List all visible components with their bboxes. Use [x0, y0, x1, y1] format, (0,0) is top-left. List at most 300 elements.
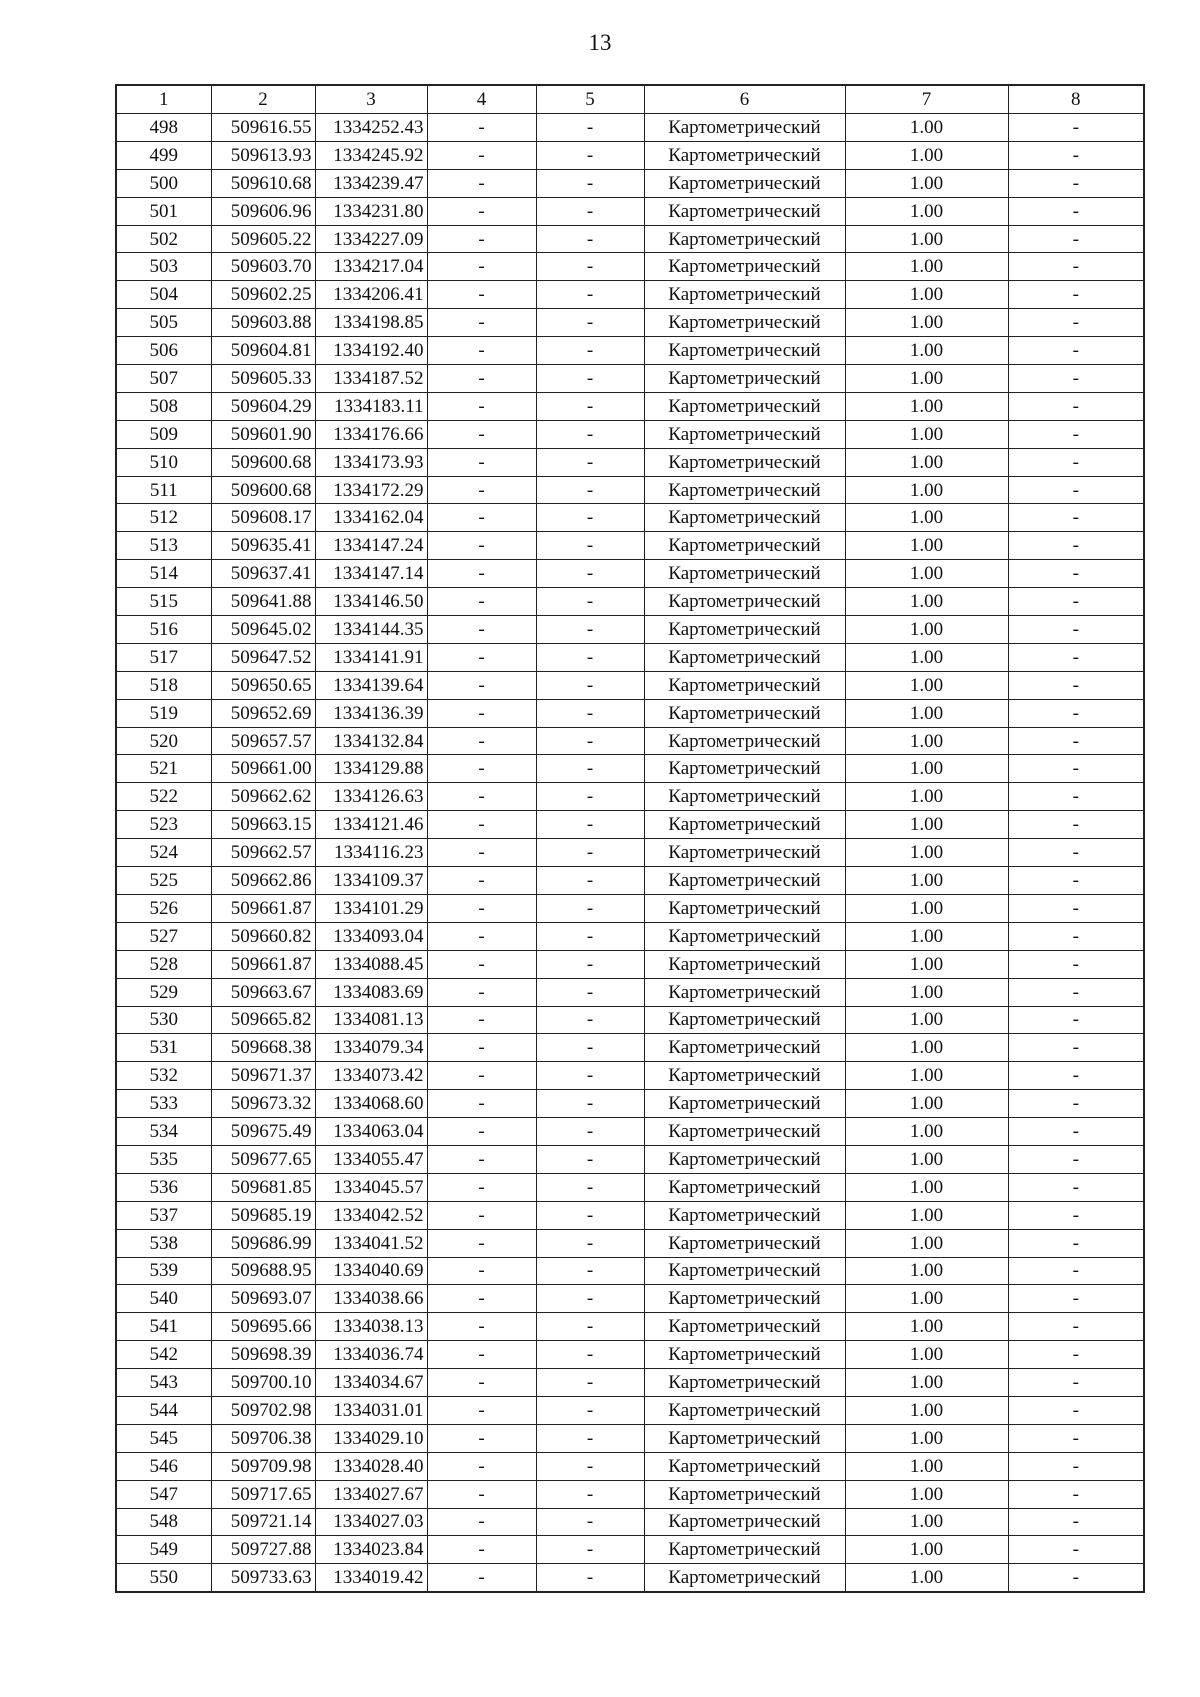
table-row: [116, 253, 1144, 281]
cell-point-number: 533: [116, 1090, 211, 1118]
cell-accuracy: 1.00: [845, 1564, 1008, 1592]
cell-col-4: -: [427, 1257, 536, 1285]
table-row: [116, 1341, 1144, 1369]
cell-y-coordinate: 1334028.40: [315, 1452, 427, 1480]
cell-method: Картометрический: [644, 1257, 845, 1285]
table-row: [116, 588, 1144, 616]
table-row: [116, 894, 1144, 922]
cell-method: Картометрический: [644, 392, 845, 420]
cell-col-4: -: [427, 476, 536, 504]
cell-point-number: 528: [116, 950, 211, 978]
cell-x-coordinate: 509665.82: [211, 1006, 315, 1034]
cell-col-5: -: [536, 1480, 644, 1508]
cell-col-5: -: [536, 309, 644, 337]
table-row: [116, 532, 1144, 560]
cell-x-coordinate: 509661.87: [211, 950, 315, 978]
cell-accuracy: 1.00: [845, 1452, 1008, 1480]
cell-col-8: -: [1008, 420, 1144, 448]
cell-col-8: -: [1008, 448, 1144, 476]
cell-x-coordinate: 509600.68: [211, 476, 315, 504]
cell-accuracy: 1.00: [845, 476, 1008, 504]
cell-col-5: -: [536, 643, 644, 671]
cell-point-number: 513: [116, 532, 211, 560]
table-row: [116, 365, 1144, 393]
cell-accuracy: 1.00: [845, 1369, 1008, 1397]
cell-col-5: -: [536, 560, 644, 588]
cell-col-5: -: [536, 225, 644, 253]
cell-col-5: -: [536, 839, 644, 867]
cell-x-coordinate: 509605.33: [211, 365, 315, 393]
cell-x-coordinate: 509650.65: [211, 671, 315, 699]
cell-point-number: 548: [116, 1508, 211, 1536]
cell-accuracy: 1.00: [845, 560, 1008, 588]
cell-x-coordinate: 509616.55: [211, 114, 315, 142]
cell-accuracy: 1.00: [845, 839, 1008, 867]
cell-col-5: -: [536, 783, 644, 811]
cell-x-coordinate: 509604.29: [211, 392, 315, 420]
cell-col-8: -: [1008, 1173, 1144, 1201]
cell-col-8: -: [1008, 1257, 1144, 1285]
cell-x-coordinate: 509601.90: [211, 420, 315, 448]
cell-col-8: -: [1008, 1536, 1144, 1564]
cell-col-5: -: [536, 476, 644, 504]
cell-accuracy: 1.00: [845, 699, 1008, 727]
cell-method: Картометрический: [644, 1313, 845, 1341]
cell-method: Картометрический: [644, 1452, 845, 1480]
table-row: [116, 755, 1144, 783]
cell-col-4: -: [427, 1118, 536, 1146]
cell-accuracy: 1.00: [845, 1118, 1008, 1146]
cell-col-5: -: [536, 253, 644, 281]
cell-col-4: -: [427, 1006, 536, 1034]
cell-accuracy: 1.00: [845, 392, 1008, 420]
cell-col-4: -: [427, 365, 536, 393]
cell-point-number: 534: [116, 1118, 211, 1146]
cell-method: Картометрический: [644, 114, 845, 142]
table-row: [116, 1062, 1144, 1090]
cell-accuracy: 1.00: [845, 1090, 1008, 1118]
cell-col-5: -: [536, 141, 644, 169]
cell-col-4: -: [427, 839, 536, 867]
cell-y-coordinate: 1334217.04: [315, 253, 427, 281]
cell-method: Картометрический: [644, 1480, 845, 1508]
cell-col-5: -: [536, 114, 644, 142]
cell-method: Картометрический: [644, 783, 845, 811]
cell-y-coordinate: 1334139.64: [315, 671, 427, 699]
cell-method: Картометрический: [644, 1564, 845, 1592]
cell-col-4: -: [427, 1452, 536, 1480]
cell-col-8: -: [1008, 1313, 1144, 1341]
cell-col-5: -: [536, 365, 644, 393]
cell-y-coordinate: 1334192.40: [315, 337, 427, 365]
cell-col-8: -: [1008, 1369, 1144, 1397]
table-row: [116, 1285, 1144, 1313]
cell-col-5: -: [536, 197, 644, 225]
cell-col-5: -: [536, 392, 644, 420]
cell-x-coordinate: 509608.17: [211, 504, 315, 532]
cell-col-4: -: [427, 1062, 536, 1090]
cell-method: Картометрический: [644, 1424, 845, 1452]
cell-x-coordinate: 509613.93: [211, 141, 315, 169]
cell-col-5: -: [536, 616, 644, 644]
cell-y-coordinate: 1334183.11: [315, 392, 427, 420]
cell-y-coordinate: 1334027.03: [315, 1508, 427, 1536]
cell-col-5: -: [536, 922, 644, 950]
table-row: [116, 1090, 1144, 1118]
cell-y-coordinate: 1334040.69: [315, 1257, 427, 1285]
cell-col-4: -: [427, 1229, 536, 1257]
cell-col-4: -: [427, 560, 536, 588]
cell-y-coordinate: 1334144.35: [315, 616, 427, 644]
cell-col-5: -: [536, 1062, 644, 1090]
cell-method: Картометрический: [644, 1229, 845, 1257]
cell-point-number: 541: [116, 1313, 211, 1341]
cell-method: Картометрический: [644, 225, 845, 253]
cell-accuracy: 1.00: [845, 1536, 1008, 1564]
cell-x-coordinate: 509693.07: [211, 1285, 315, 1313]
cell-point-number: 511: [116, 476, 211, 504]
table-row: [116, 1508, 1144, 1536]
cell-method: Картометрический: [644, 1062, 845, 1090]
cell-col-5: -: [536, 1536, 644, 1564]
cell-col-4: -: [427, 867, 536, 895]
cell-accuracy: 1.00: [845, 978, 1008, 1006]
cell-x-coordinate: 509717.65: [211, 1480, 315, 1508]
table-row: [116, 783, 1144, 811]
coordinates-table-container: [115, 84, 1143, 1593]
cell-method: Картометрический: [644, 727, 845, 755]
cell-method: Картометрический: [644, 448, 845, 476]
cell-x-coordinate: 509660.82: [211, 922, 315, 950]
table-row: [116, 1480, 1144, 1508]
cell-y-coordinate: 1334136.39: [315, 699, 427, 727]
cell-col-5: -: [536, 337, 644, 365]
cell-col-4: -: [427, 253, 536, 281]
cell-y-coordinate: 1334187.52: [315, 365, 427, 393]
cell-col-4: -: [427, 811, 536, 839]
cell-x-coordinate: 509662.62: [211, 783, 315, 811]
cell-method: Картометрический: [644, 588, 845, 616]
cell-point-number: 517: [116, 643, 211, 671]
cell-y-coordinate: 1334027.67: [315, 1480, 427, 1508]
cell-point-number: 537: [116, 1201, 211, 1229]
table-row: [116, 867, 1144, 895]
cell-col-8: -: [1008, 839, 1144, 867]
cell-col-5: -: [536, 588, 644, 616]
table-row: [116, 1034, 1144, 1062]
cell-x-coordinate: 509662.57: [211, 839, 315, 867]
cell-col-5: -: [536, 1508, 644, 1536]
cell-accuracy: 1.00: [845, 1285, 1008, 1313]
cell-method: Картометрический: [644, 950, 845, 978]
cell-accuracy: 1.00: [845, 532, 1008, 560]
header-cell-3: 3: [315, 85, 427, 114]
cell-x-coordinate: 509657.57: [211, 727, 315, 755]
cell-point-number: 506: [116, 337, 211, 365]
cell-y-coordinate: 1334162.04: [315, 504, 427, 532]
cell-method: Картометрический: [644, 337, 845, 365]
cell-col-8: -: [1008, 1396, 1144, 1424]
cell-accuracy: 1.00: [845, 337, 1008, 365]
cell-x-coordinate: 509721.14: [211, 1508, 315, 1536]
table-row: [116, 1145, 1144, 1173]
table-row: [116, 616, 1144, 644]
cell-method: Картометрический: [644, 1536, 845, 1564]
cell-col-8: -: [1008, 1034, 1144, 1062]
cell-x-coordinate: 509685.19: [211, 1201, 315, 1229]
cell-y-coordinate: 1334029.10: [315, 1424, 427, 1452]
cell-col-8: -: [1008, 588, 1144, 616]
header-cell-5: 5: [536, 85, 644, 114]
cell-point-number: 502: [116, 225, 211, 253]
table-row: [116, 643, 1144, 671]
cell-point-number: 501: [116, 197, 211, 225]
cell-col-5: -: [536, 1090, 644, 1118]
cell-x-coordinate: 509700.10: [211, 1369, 315, 1397]
table-row: [116, 1006, 1144, 1034]
cell-point-number: 540: [116, 1285, 211, 1313]
cell-col-8: -: [1008, 867, 1144, 895]
cell-col-5: -: [536, 755, 644, 783]
cell-accuracy: 1.00: [845, 894, 1008, 922]
cell-point-number: 547: [116, 1480, 211, 1508]
cell-col-4: -: [427, 197, 536, 225]
cell-col-8: -: [1008, 978, 1144, 1006]
cell-col-8: -: [1008, 616, 1144, 644]
cell-point-number: 514: [116, 560, 211, 588]
cell-y-coordinate: 1334126.63: [315, 783, 427, 811]
cell-y-coordinate: 1334063.04: [315, 1118, 427, 1146]
cell-point-number: 546: [116, 1452, 211, 1480]
page-number: 13: [588, 30, 612, 55]
cell-col-5: -: [536, 727, 644, 755]
table-row: [116, 950, 1144, 978]
cell-y-coordinate: 1334068.60: [315, 1090, 427, 1118]
cell-y-coordinate: 1334083.69: [315, 978, 427, 1006]
cell-y-coordinate: 1334093.04: [315, 922, 427, 950]
cell-accuracy: 1.00: [845, 365, 1008, 393]
cell-method: Картометрический: [644, 141, 845, 169]
cell-col-4: -: [427, 225, 536, 253]
cell-x-coordinate: 509605.22: [211, 225, 315, 253]
header-cell-1: 1: [116, 85, 211, 114]
table-row: [116, 839, 1144, 867]
header-cell-7: 7: [845, 85, 1008, 114]
cell-point-number: 505: [116, 309, 211, 337]
cell-y-coordinate: 1334036.74: [315, 1341, 427, 1369]
cell-col-8: -: [1008, 1285, 1144, 1313]
cell-point-number: 531: [116, 1034, 211, 1062]
cell-col-5: -: [536, 1118, 644, 1146]
cell-col-8: -: [1008, 1118, 1144, 1146]
table-row: [116, 197, 1144, 225]
table-row: [116, 1229, 1144, 1257]
cell-accuracy: 1.00: [845, 1424, 1008, 1452]
cell-x-coordinate: 509603.70: [211, 253, 315, 281]
cell-method: Картометрический: [644, 616, 845, 644]
cell-method: Картометрический: [644, 867, 845, 895]
cell-accuracy: 1.00: [845, 253, 1008, 281]
cell-accuracy: 1.00: [845, 448, 1008, 476]
cell-point-number: 519: [116, 699, 211, 727]
cell-accuracy: 1.00: [845, 1201, 1008, 1229]
cell-col-4: -: [427, 950, 536, 978]
cell-accuracy: 1.00: [845, 950, 1008, 978]
cell-method: Картометрический: [644, 699, 845, 727]
cell-col-8: -: [1008, 699, 1144, 727]
table-row: [116, 1118, 1144, 1146]
cell-col-5: -: [536, 504, 644, 532]
cell-col-8: -: [1008, 1062, 1144, 1090]
table-row: [116, 1564, 1144, 1592]
cell-x-coordinate: 509675.49: [211, 1118, 315, 1146]
cell-y-coordinate: 1334023.84: [315, 1536, 427, 1564]
cell-col-8: -: [1008, 1090, 1144, 1118]
cell-point-number: 550: [116, 1564, 211, 1592]
cell-accuracy: 1.00: [845, 1257, 1008, 1285]
cell-point-number: 524: [116, 839, 211, 867]
cell-col-4: -: [427, 1424, 536, 1452]
table-row: [116, 169, 1144, 197]
cell-col-4: -: [427, 1145, 536, 1173]
cell-y-coordinate: 1334055.47: [315, 1145, 427, 1173]
table-row: [116, 1452, 1144, 1480]
cell-x-coordinate: 509663.67: [211, 978, 315, 1006]
table-row: [116, 141, 1144, 169]
cell-method: Картометрический: [644, 671, 845, 699]
cell-accuracy: 1.00: [845, 1341, 1008, 1369]
cell-x-coordinate: 509686.99: [211, 1229, 315, 1257]
cell-point-number: 499: [116, 141, 211, 169]
table-row: [116, 1424, 1144, 1452]
table-row: [116, 337, 1144, 365]
cell-point-number: 508: [116, 392, 211, 420]
cell-y-coordinate: 1334129.88: [315, 755, 427, 783]
cell-point-number: 529: [116, 978, 211, 1006]
cell-x-coordinate: 509602.25: [211, 281, 315, 309]
cell-point-number: 523: [116, 811, 211, 839]
cell-accuracy: 1.00: [845, 727, 1008, 755]
cell-col-5: -: [536, 699, 644, 727]
table-row: [116, 811, 1144, 839]
cell-method: Картометрический: [644, 560, 845, 588]
cell-col-5: -: [536, 950, 644, 978]
cell-y-coordinate: 1334038.13: [315, 1313, 427, 1341]
cell-method: Картометрический: [644, 643, 845, 671]
cell-x-coordinate: 509677.65: [211, 1145, 315, 1173]
cell-point-number: 526: [116, 894, 211, 922]
cell-point-number: 527: [116, 922, 211, 950]
table-row: [116, 727, 1144, 755]
cell-y-coordinate: 1334109.37: [315, 867, 427, 895]
cell-col-8: -: [1008, 755, 1144, 783]
cell-point-number: 504: [116, 281, 211, 309]
cell-accuracy: 1.00: [845, 1173, 1008, 1201]
cell-col-8: -: [1008, 1341, 1144, 1369]
cell-method: Картометрический: [644, 1090, 845, 1118]
cell-y-coordinate: 1334132.84: [315, 727, 427, 755]
cell-col-8: -: [1008, 309, 1144, 337]
cell-point-number: 549: [116, 1536, 211, 1564]
cell-point-number: 510: [116, 448, 211, 476]
cell-y-coordinate: 1334079.34: [315, 1034, 427, 1062]
cell-point-number: 512: [116, 504, 211, 532]
cell-accuracy: 1.00: [845, 197, 1008, 225]
cell-y-coordinate: 1334172.29: [315, 476, 427, 504]
cell-col-8: -: [1008, 504, 1144, 532]
cell-col-4: -: [427, 978, 536, 1006]
cell-x-coordinate: 509637.41: [211, 560, 315, 588]
cell-x-coordinate: 509635.41: [211, 532, 315, 560]
cell-col-4: -: [427, 504, 536, 532]
cell-method: Картометрический: [644, 1285, 845, 1313]
cell-col-5: -: [536, 1341, 644, 1369]
cell-col-5: -: [536, 1424, 644, 1452]
cell-col-5: -: [536, 1313, 644, 1341]
cell-point-number: 535: [116, 1145, 211, 1173]
cell-col-4: -: [427, 420, 536, 448]
cell-method: Картометрический: [644, 1369, 845, 1397]
cell-col-4: -: [427, 1341, 536, 1369]
cell-col-5: -: [536, 532, 644, 560]
cell-point-number: 545: [116, 1424, 211, 1452]
cell-y-coordinate: 1334245.92: [315, 141, 427, 169]
cell-method: Картометрический: [644, 504, 845, 532]
cell-method: Картометрический: [644, 197, 845, 225]
cell-col-4: -: [427, 1034, 536, 1062]
cell-y-coordinate: 1334045.57: [315, 1173, 427, 1201]
cell-accuracy: 1.00: [845, 225, 1008, 253]
table-row: [116, 560, 1144, 588]
cell-x-coordinate: 509662.86: [211, 867, 315, 895]
cell-point-number: 536: [116, 1173, 211, 1201]
cell-col-4: -: [427, 1536, 536, 1564]
cell-method: Картометрический: [644, 1341, 845, 1369]
cell-y-coordinate: 1334147.24: [315, 532, 427, 560]
coordinates-table: [115, 84, 1145, 1593]
cell-accuracy: 1.00: [845, 867, 1008, 895]
cell-y-coordinate: 1334141.91: [315, 643, 427, 671]
cell-col-5: -: [536, 671, 644, 699]
cell-point-number: 500: [116, 169, 211, 197]
table-row: [116, 1369, 1144, 1397]
cell-point-number: 507: [116, 365, 211, 393]
cell-col-5: -: [536, 1229, 644, 1257]
cell-accuracy: 1.00: [845, 1313, 1008, 1341]
cell-col-5: -: [536, 894, 644, 922]
header-cell-4: 4: [427, 85, 536, 114]
cell-method: Картометрический: [644, 281, 845, 309]
cell-y-coordinate: 1334198.85: [315, 309, 427, 337]
cell-col-4: -: [427, 894, 536, 922]
cell-point-number: 521: [116, 755, 211, 783]
cell-point-number: 539: [116, 1257, 211, 1285]
cell-accuracy: 1.00: [845, 169, 1008, 197]
cell-y-coordinate: 1334176.66: [315, 420, 427, 448]
cell-point-number: 525: [116, 867, 211, 895]
cell-method: Картометрический: [644, 922, 845, 950]
cell-col-4: -: [427, 114, 536, 142]
table-row: [116, 281, 1144, 309]
cell-y-coordinate: 1334252.43: [315, 114, 427, 142]
cell-method: Картометрический: [644, 811, 845, 839]
cell-col-5: -: [536, 1034, 644, 1062]
cell-col-8: -: [1008, 671, 1144, 699]
cell-accuracy: 1.00: [845, 1006, 1008, 1034]
cell-point-number: 538: [116, 1229, 211, 1257]
cell-col-4: -: [427, 783, 536, 811]
cell-point-number: 516: [116, 616, 211, 644]
